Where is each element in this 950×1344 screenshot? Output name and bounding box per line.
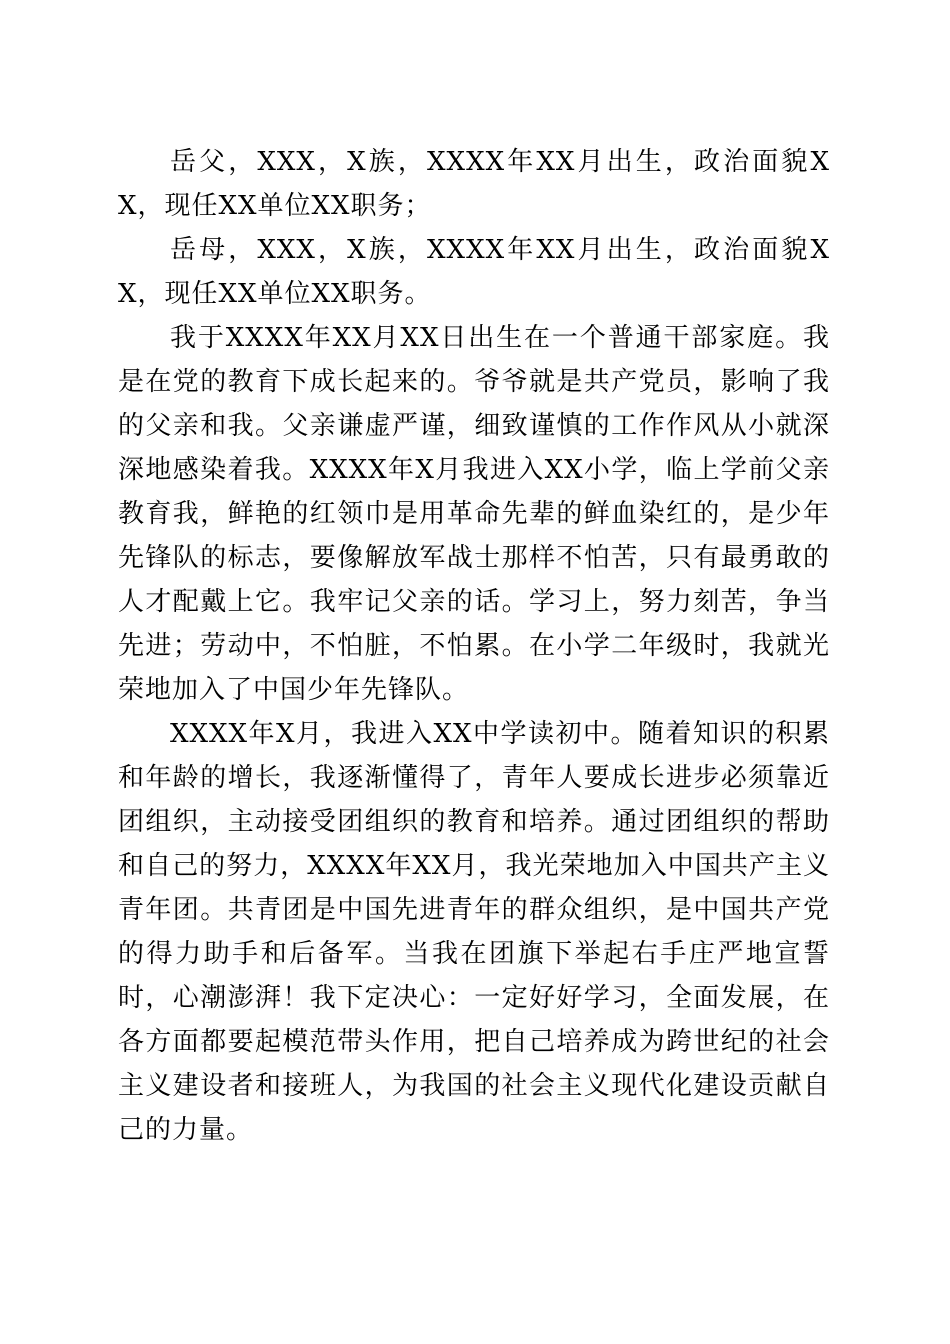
paragraph-mother-in-law: 岳母，XXX，X族，XXXX年XX月出生，政治面貌XX，现任XX单位XX职务。 (118, 235, 830, 309)
document-body (118, 140, 830, 1152)
paragraph-youth-league: XXXX年X月，我进入XX中学读初中。随着知识的积累和年龄的增长，我逐渐懂得了，青年人要成长进步必须靠近团组织，主动接受团组织的教育和培养。通过团组织的帮助和自己的努力，XXXX年XX月，我光荣地加入中国共产主义青年团。共青团是中国先进青年的群众组织，是中国共产党的得力助手和后备军。当我在团旗下举起右手庄严地宣誓时，心潮澎湃！我下定决心：一定好好学习，全面发展，在各方面都要起模范带头作用，把自己培养成为跨世纪的社会主义建设者和接班人，为我国的社会主义现代化建设贡献自己的力量。 (118, 719, 830, 1145)
paragraph-father-in-law: 岳父，XXX，X族，XXXX年XX月出生，政治面貌XX，现任XX单位XX职务； (118, 147, 830, 221)
paragraph-childhood: 我于XXXX年XX月XX日出生在一个普通干部家庭。我是在党的教育下成长起来的。爷爷就是共产党员，影响了我的父亲和我。父亲谦虚严谨，细致谨慎的工作作风从小就深深地感染着我。XXXX年X月我进入XX小学，临上学前父亲教育我，鲜艳的红领巾是用革命先辈的鲜血染红的，是少年先锋队的标志，要像解放军战士那样不怕苦，只有最勇敢的人才配戴上它。我牢记父亲的话。学习上，努力刻苦，争当先进；劳动中，不怕脏，不怕累。在小学二年级时，我就光荣地加入了中国少年先锋队。 (118, 323, 830, 705)
